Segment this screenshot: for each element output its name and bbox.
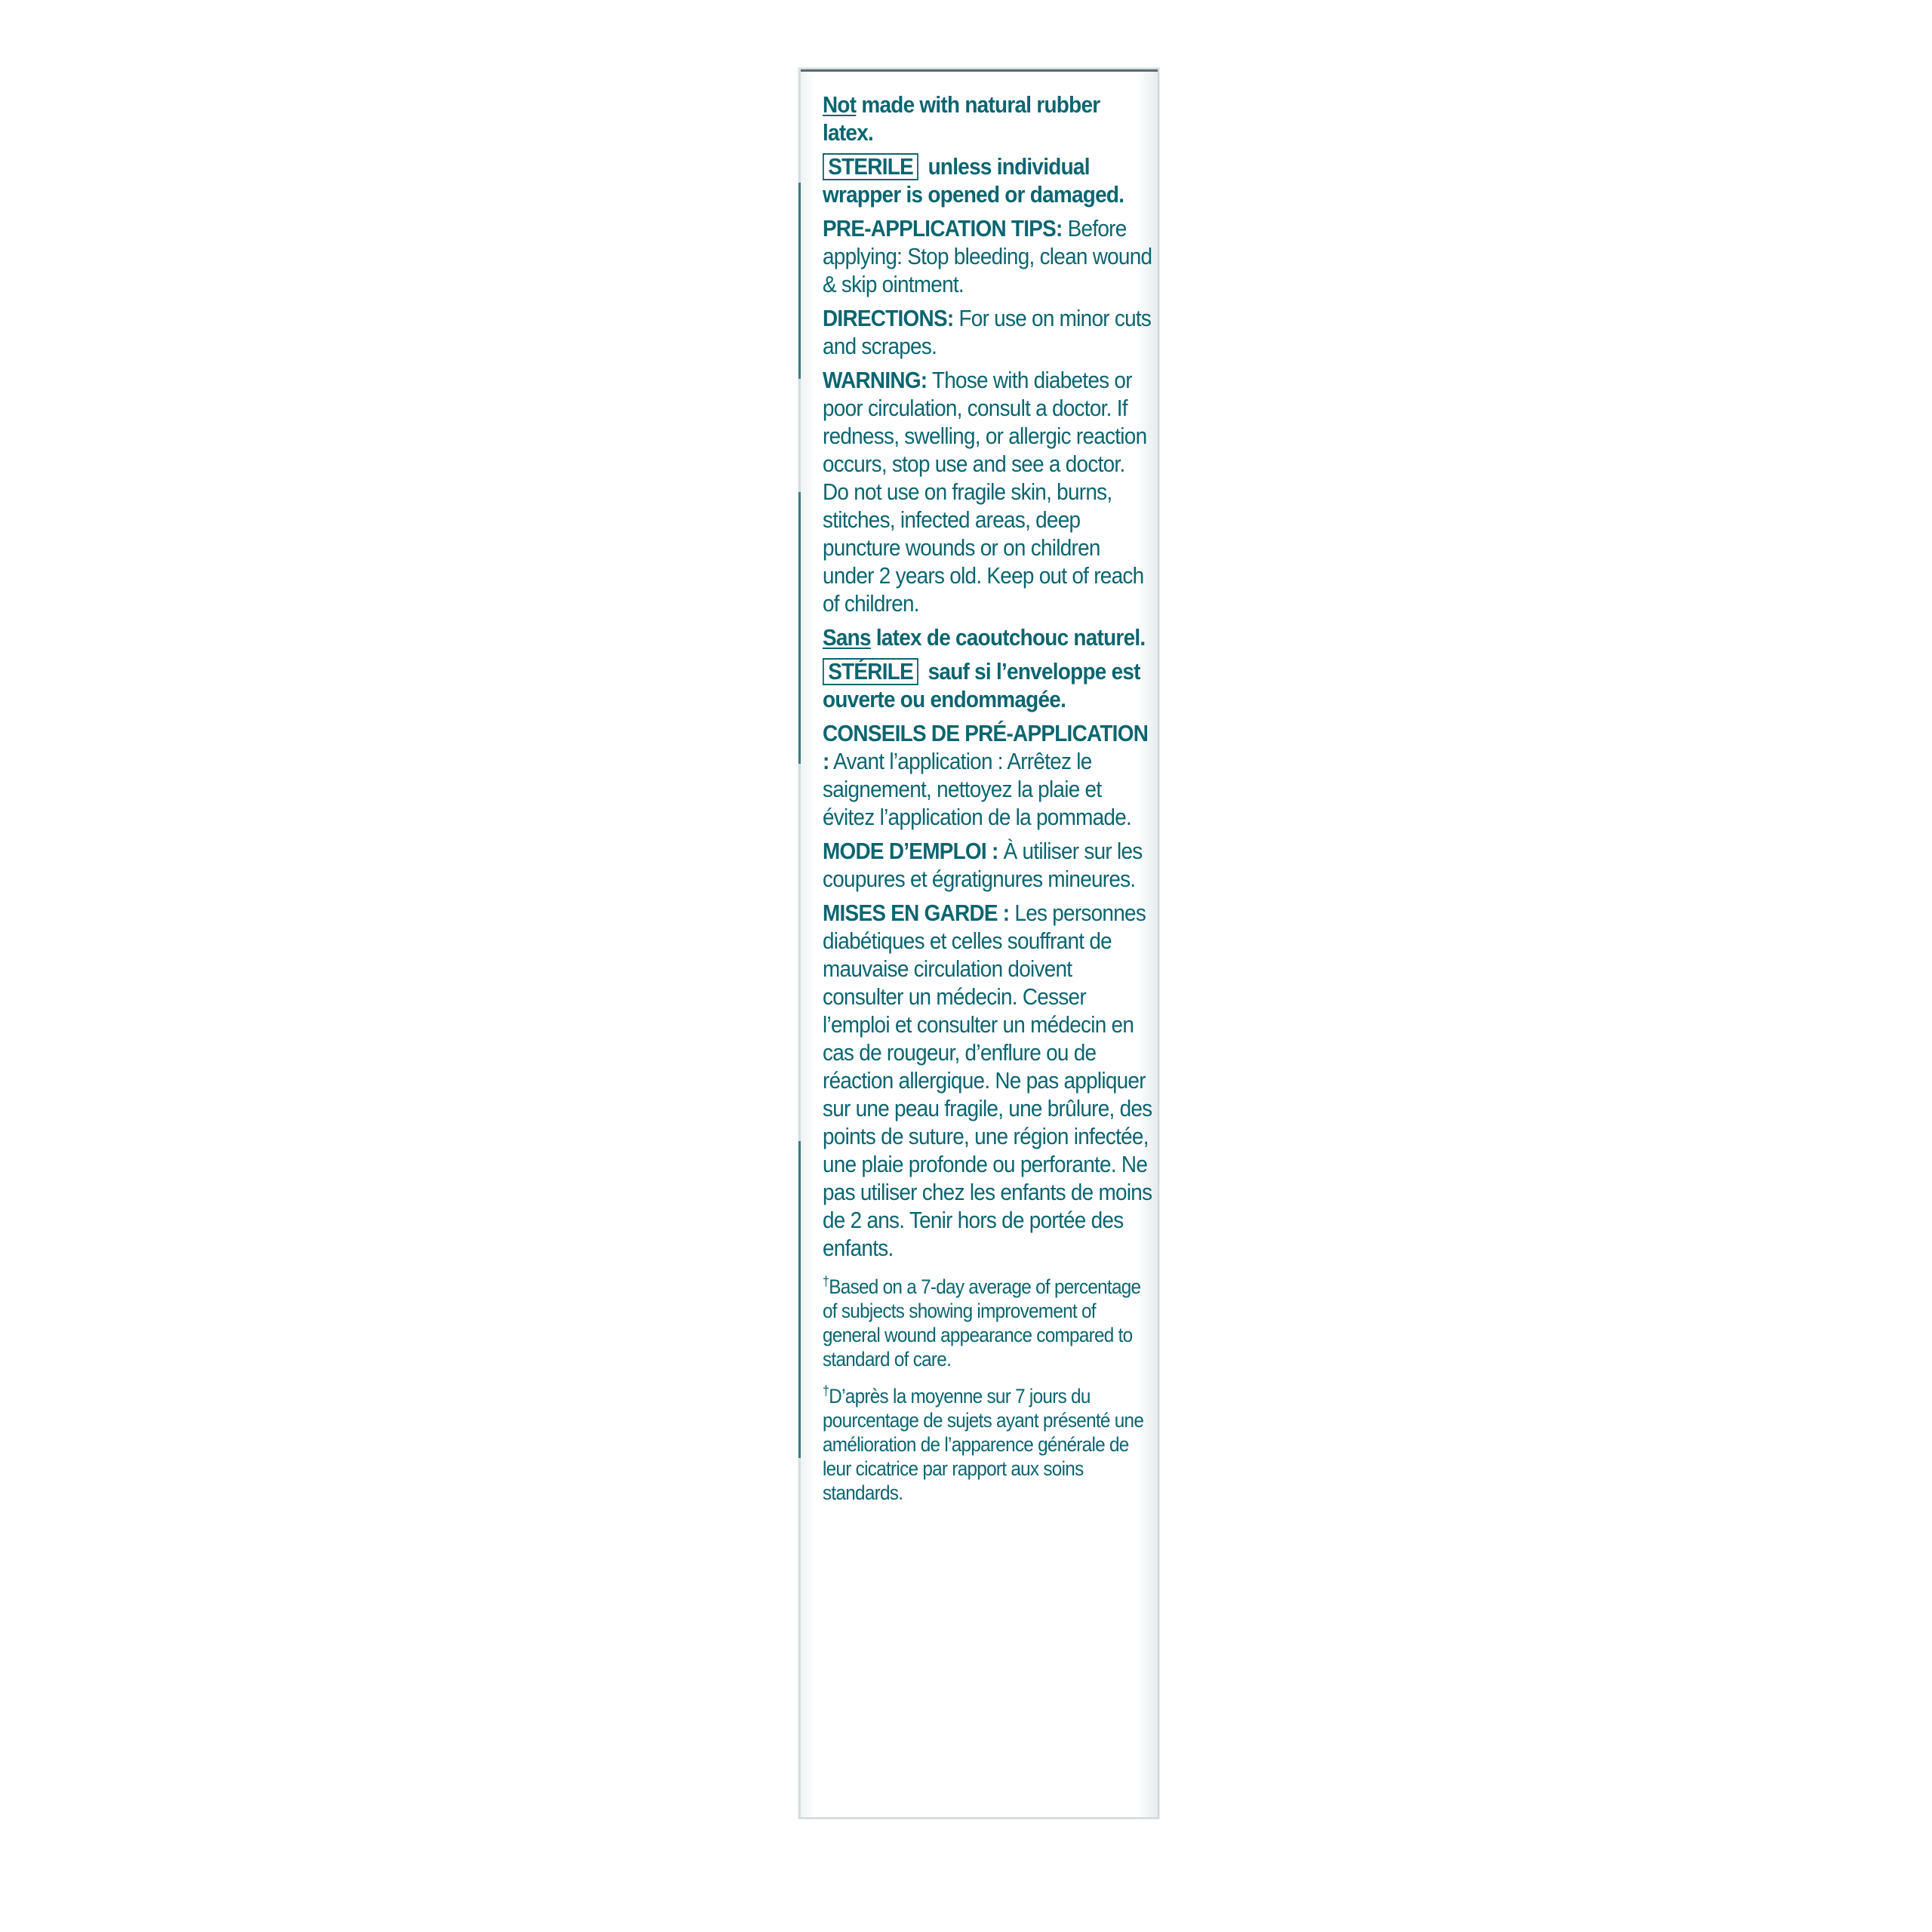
warning-fr [823, 899, 1155, 1262]
directions-en [823, 304, 1155, 360]
panel-edge-mark [798, 1141, 801, 1458]
sterile-notice-fr-text: sauf si l’enveloppe est ouverte ou endommagée. [823, 658, 1140, 712]
warning-fr-text: Les personnes diabétiques et celles souffrant de mauvaise circulation doivent consulter un médecin. Cesser l’emploi et consulter un médecin en cas de rougeur, d’enflure ou de réaction allergique. Ne pas appliquer sur une peau fragile, une brûlure, des points de suture, une région infectée, une plaie profonde ou perforante. Ne pas utiliser chez les enfants de moins de 2 ans. Tenir hors de portée des enfants. [823, 900, 1152, 1261]
pre-application-tips-fr-text: Avant l’application : Arrêtez le saignement, nettoyez la plaie et évitez l’application de la pommade. [823, 748, 1132, 830]
footnote-fr-mark: † [823, 1383, 829, 1398]
sterile-box-fr: STÉRILE [823, 658, 918, 685]
pre-application-tips-fr-label: CONSEILS DE PRÉ-APPLICATION : [823, 720, 1149, 774]
latex-notice-en [823, 91, 1155, 146]
warning-en [823, 366, 1155, 617]
panel-top-edge [801, 69, 1158, 72]
pre-application-tips-en-text: Before applying: Stop bleeding, clean wound & skip ointment. [823, 215, 1152, 297]
latex-notice-en-text: made with natural rubber latex. [823, 91, 1100, 146]
sterile-notice-en [823, 152, 1155, 208]
panel-edge-mark [798, 492, 801, 764]
sterile-box-en: STERILE [823, 153, 918, 180]
latex-negation-en: Not [823, 91, 857, 118]
sterile-notice-fr [823, 657, 1155, 713]
pre-application-tips-fr [823, 719, 1155, 831]
latex-notice-fr [823, 623, 1155, 651]
panel-edge-mark [798, 183, 801, 379]
directions-fr-label: MODE D’EMPLOI : [823, 838, 998, 864]
directions-en-label: DIRECTIONS: [823, 305, 954, 331]
footnote-en-text: Based on a 7-day average of percentage of subjects showing improvement of general wound appearance compared to standard of care. [823, 1275, 1141, 1371]
pre-application-tips-en [823, 214, 1155, 298]
directions-fr-text: À utiliser sur les coupures et égratignures mineures. [823, 838, 1143, 892]
pre-application-tips-en-label: PRE-APPLICATION TIPS: [823, 215, 1063, 242]
footnote-en [823, 1269, 1155, 1371]
warning-fr-label: MISES EN GARDE : [823, 900, 1010, 926]
warning-en-text: Those with diabetes or poor circulation, consult a doctor. If redness, swelling, or allergic reaction occurs, stop use and see a doctor. Do not use on fragile skin, burns, stitches, infected areas, deep puncture wounds or on children under 2 years old. Keep out of reach of children. [823, 367, 1147, 617]
directions-fr [823, 837, 1155, 893]
latex-negation-fr: Sans [823, 624, 871, 651]
package-side-panel [798, 68, 1159, 1819]
footnote-fr-text: D’après la moyenne sur 7 jours du pourcentage de sujets ayant présenté une amélioration de l’apparence générale de leur cicatrice par rapport aux soins standards. [823, 1385, 1144, 1504]
label-text-block [823, 91, 1155, 1509]
sterile-notice-en-text: unless individual wrapper is opened or damaged. [823, 153, 1124, 208]
latex-notice-fr-text: latex de caoutchouc naturel. [870, 624, 1146, 651]
directions-en-text: For use on minor cuts and scrapes. [823, 305, 1152, 359]
warning-en-label: WARNING: [823, 367, 928, 393]
footnote-fr [823, 1379, 1155, 1505]
footnote-en-mark: † [823, 1274, 829, 1289]
